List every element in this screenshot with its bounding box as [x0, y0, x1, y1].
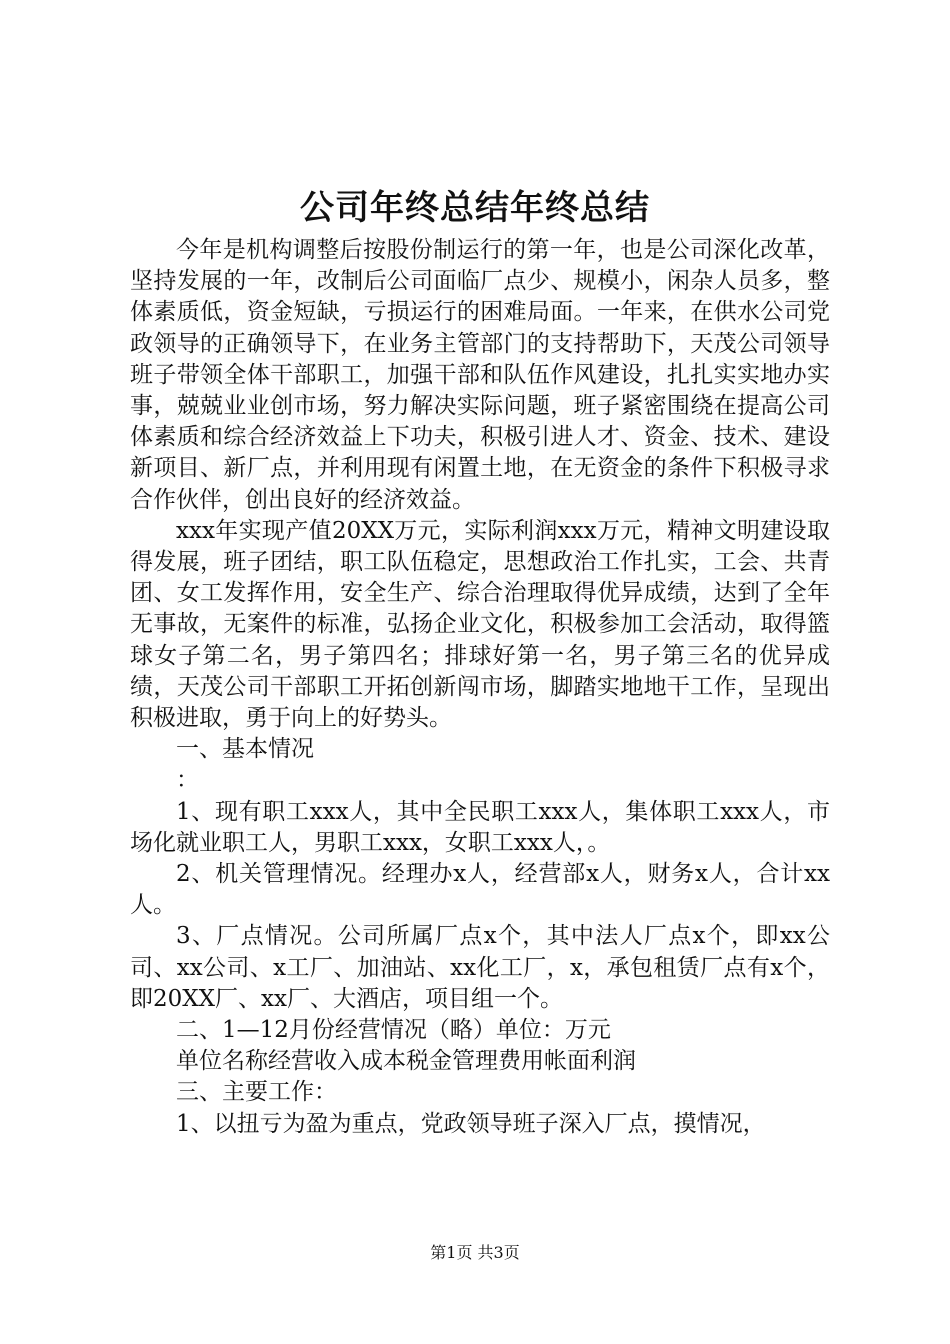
paragraph-intro: 今年是机构调整后按股份制运行的第一年，也是公司深化改革，坚持发展的一年，改制后公司面临厂点少、规模小，闲杂人员多，整体素质低，资金短缺，亏损运行的困难局面。一年来，在供水公司党政领导的正确领导下，在业务主管部门的支持帮助下，天茂公司领导班子带领全体干部职工，加强干部和队伍作风建设，扎扎实实地办实事，兢兢业业创市场，努力解决实际问题，班子紧密围绕在提高公司体素质和综合经济效益上下功夫，积极引进人才、资金、技术、建设新项目、新厂点，并利用现有闲置土地，在无资金的条件下积极寻求合作伙伴，创出良好的经济效益。 [130, 237, 830, 513]
section-heading-main-work: 三、主要工作： [176, 1079, 337, 1106]
document-body [130, 235, 830, 1140]
paragraph-colon: ： [176, 767, 199, 794]
document-title: 公司年终总结年终总结 [300, 188, 650, 228]
table-header-line: 单位名称经营收入成本税金管理费用帐面利润 [176, 1048, 636, 1075]
paragraph-results: xxx年实现产值20XX万元，实际利润xxx万元，精神文明建设取得发展，班子团结，职工队伍稳定，思想政治工作扎实，工会、共青团、女工发挥作用，安全生产、综合治理取得优异成绩，达到了全年无事故，无案件的标准，弘扬企业文化，积极参加工会活动，取得篮球女子第二名，男子第四名；排球好第一名，男子第三名的优异成绩，天茂公司干部职工开拓创新闯市场，脚踏实地地干工作，呈现出积极进取，勇于向上的好势头。 [130, 517, 830, 732]
list-item-staff: 1、现有职工xxx人，其中全民职工xxx人，集体职工xxx人，市场化就业职工人，男职工xxx，女职工xxx人，。 [130, 798, 830, 856]
list-item-turnaround: 1、以扭亏为盈为重点，党政领导班子深入厂点，摸情况， [176, 1110, 766, 1137]
section-heading-basic: 一、基本情况 [176, 736, 314, 763]
list-item-management: 2、机关管理情况。经理办x人，经营部x人，财务x人，合计xx人。 [130, 861, 830, 919]
page-footer: 第1页 共3页 [430, 1243, 520, 1262]
section-heading-operations: 二、1—12月份经营情况（略）单位：万元 [176, 1017, 611, 1044]
list-item-factories: 3、厂点情况。公司所属厂点x个，其中法人厂点x个，即xx公司、xx公司、x工厂、加油站、xx化工厂，x，承包租赁厂点有x个，即20XX厂、xx厂、大酒店，项目组一个。 [130, 923, 830, 1012]
